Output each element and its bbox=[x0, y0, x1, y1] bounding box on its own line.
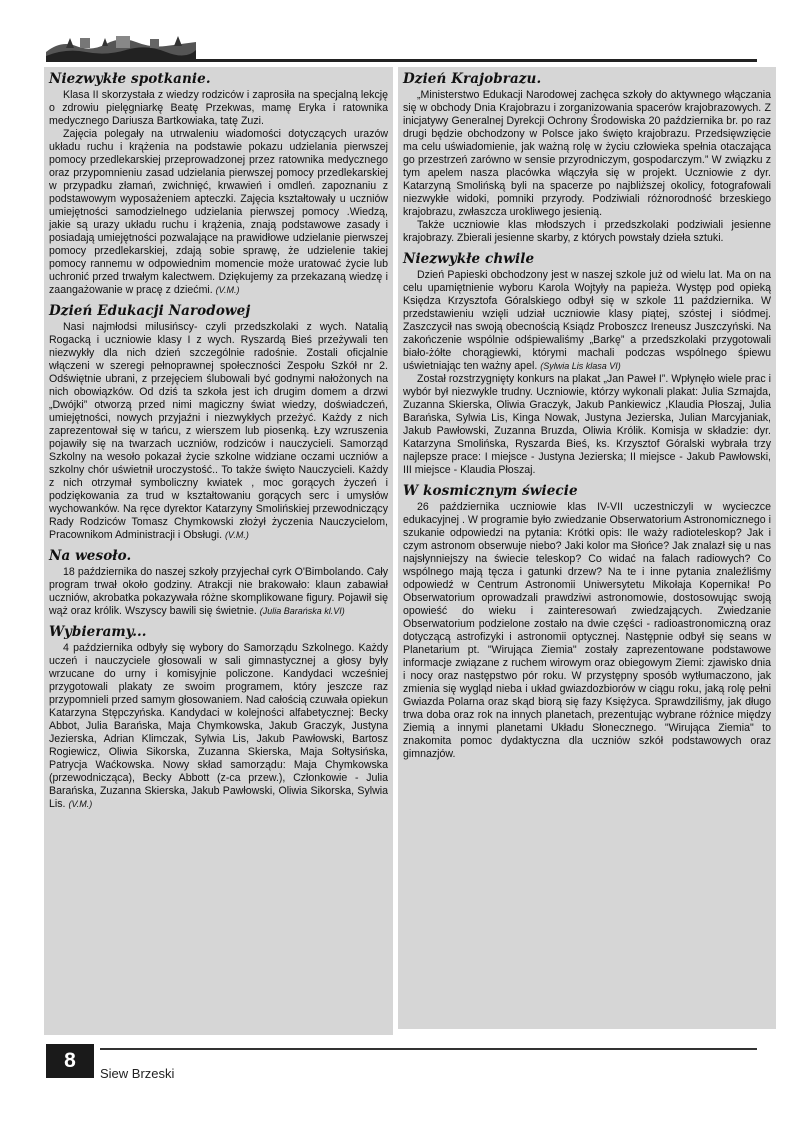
article-paragraph: Dzień Papieski obchodzony jest w naszej szkole już od wielu lat. Ma on na celu upamiętnienie wyboru Karola Wojtyły na papieża. Występ pod opieką Księdza Krzysztofa Góralskiego odbył się w szkole 11 października. W przedstawieniu wzięli udział uczniowie klasy piątej, szóstej i siódmej. Zaszczycił nas swoją obecnością Ksiądz Proboszcz Ireneusz Juszczyński. Na zakończenie wspólnie odśpiewaliśmy „Barkę” a przedszkolaki przygotowali biało-żółte chorągiewki, którymi machali podczas wspólnego śpiewu uświetniając ten ważny apel. (Sylwia Lis klasa VI) bbox=[403, 269, 771, 372]
article-paragraph: 4 października odbyły się wybory do Samorządu Szkolnego. Każdy uczeń i nauczyciele głosowali w sali gimnastycznej a głosy były wrzucane do urny i komisyjnie policzone. Kandydaci wcześniej przygotowali plakaty ze swoim programem, który jeszcze raz przypomnieli przed samym głosowaniem. Nad całością czuwała opiekun Katarzyna Stępczyńska. Kandydaci w kolejności alfabetycznej: Becky Abbot, Julia Barańska, Maja Chymkowska, Jakub Graczyk, Justyna Jezierska, Adrian Klimczak, Sylwia Lis, Jakub Pawłowski, Bartosz Rogiewicz, Oliwia Sikorska, Zuzanna Skierska, Maja Sołtysińska, Patrycja Waćkowska. Nowy skład samorządu: Maja Chymkowska (przewodnicząca), Becky Abbott (z-ca przew.), Członkowie - Julia Barańska, Zuzanna Skierska, Jakub Pawłowski, Oliwia Sikorska, Sylwia Lis. (V.M.) bbox=[49, 642, 388, 810]
article-paragraph: Także uczniowie klas młodszych i przedszkolaki podziwiali jesienne krajobrazy. Zbierali jesienne skarby, z których powstały dzieła sztuki. bbox=[403, 219, 771, 244]
left-column bbox=[44, 67, 393, 1035]
article-niezwykle-chwile bbox=[403, 251, 771, 477]
header-photo-strip bbox=[46, 30, 196, 60]
article-signature: (Sylwia Lis klasa VI) bbox=[540, 361, 621, 371]
article-paragraph: 26 października uczniowie klas IV-VII uczestniczyli w wycieczce edukacyjnej . W programie było zwiedzanie Obserwatorium Astronomicznego i szukanie odpowiedzi na pytania: Krótki opis: Ile waży radioteleskop? Jak i czym astronom obserwuje niebo? Jaki kolor ma Słońce? Jak znalazł się u nas najsłynniejszy na świecie teleskop? Co widać na falach radiowych? Co wspólnego mają tęcza i gatunki drzew? Na te i inne pytania znaleźliśmy odpowiedź w Centrum Astronomii Uniwersytetu Mikołaja Kopernika! Po Obserwatorium oprowadzali prawdziwi astronomowie, dostosowując swoją opowieść do wieku i zainteresowań zwiedzających. Zwiedzanie Obserwatorium podzielone zostało na dwie części - radioastronomiczną oraz dotyczącą astrofizyki i astronomii optycznej. Następnie odbył się seans w Planetarium pt. "Wirująca Ziemia" zostały zaprezentowane podstawowe informacje związane z ruchem wirowym oraz obiegowym Ziemi: zjawisko dnia i nocy oraz następstwo pór roku. W przystępny sposób wytłumaczono, jak zmienia się wygląd nieba i układ gwiazdozbiorów w ciągu roku, jaką rolę pełni Gwiazda Polarna oraz skąd biorą się fazy Księżyca. Sprawdziliśmy, jak długo trwa doba oraz rok na innych planetach, prezentując wybrane różnice między Ziemią a innymi planetami Układu Słonecznego. "Wirująca Ziemia" to znakomita pomoc dydaktyczna dla uczniów szkół podstawowych oraz gimnazjów. bbox=[403, 501, 771, 760]
article-niezwykle-spotkanie bbox=[49, 71, 388, 297]
article-title: Na wesoło. bbox=[49, 548, 132, 564]
right-column bbox=[398, 67, 776, 1029]
article-paragraph: Klasa II skorzystała z wiedzy rodziców i zaprosiła na specjalną lekcję o zdrowiu pielęgniarkę Beatę Przekwas, mamę Eryka i ratownika medycznego Dariusza Bartkowiaka, tatę Zuzi. bbox=[49, 89, 388, 127]
article-title: Niezwykłe chwile bbox=[403, 251, 535, 267]
article-signature: (V.M.) bbox=[68, 799, 93, 809]
article-signature: (Julia Barańska kl.VI) bbox=[259, 606, 345, 616]
article-dzien-edukacji bbox=[49, 303, 388, 542]
article-paragraph: „Ministerstwo Edukacji Narodowej zachęca szkoły do aktywnego włączania się w obchody Dnia Krajobrazu i zorganizowania spacerów krajobrazowych. Z inicjatywy Generalnej Dyrekcji Ochrony Środowiska 20 października br. po raz drugi będzie obchodzony w Polsce jako święto krajobrazu. Przedsięwzięcie ma celu uświadomienie, jak ważną rolę w życiu człowieka spełnia otaczająca go przestrzeń zarówno w sensie przyrodniczym, gospodarczym.” W związku z tym apelem nasza placówka włączyła się w projekt. Uczniowie z dyr. Katarzyną Smolińską byli na spacerze po najbliższej okolicy, fotografowali niezwykłe widoki, pomniki przyrody. Podziwiali różnorodność brzeskiego krajobrazu, zwłaszcza urokliwego jesienią. bbox=[403, 89, 771, 218]
article-title: W kosmicznym świecie bbox=[403, 483, 578, 499]
article-paragraph: Został rozstrzygnięty konkurs na plakat „Jan Paweł I”. Wpłynęło wiele prac i wybór był niezwykle trudny. Uczniowie, którzy wykonali plakat: Julia Szmajda, Zuzanna Skierska, Oliwia Graczyk, Jakub Pankiewicz ,Klaudia Płoszaj, Julia Barańska, Sylwia Lis, Kinga Nowak, Justyna Jezierska, Julian Marcyjaniak, Jakub Pawłowski, Zuzanna Bruzda, Oliwia Królik. Komisja w składzie: dyr. Katarzyna Smolińska, Ryszarda Bieś, ks. Krzysztof Góralski wybrała trzy najlepsze prace: I miejsce - Justyna Jezierska; II miejsce - Jakub Pawłowski, III miejsce - Klaudia Płoszaj. bbox=[403, 373, 771, 476]
article-title: Dzień Edukacji Narodowej bbox=[49, 303, 251, 319]
article-paragraph: 18 października do naszej szkoły przyjechał cyrk O'Bimbolando. Cały program trwał około godziny. Atrakcji nie brakowało: klaun zabawiał uczniów, akrobatka pokazywała różne skomplikowane figury. Pojawił się wąż oraz królik. Wszyscy bawili się świetnie. (Julia Barańska kl.VI) bbox=[49, 566, 388, 617]
footer-rule bbox=[100, 1048, 757, 1050]
article-signature: (V.M.) bbox=[215, 285, 240, 295]
publication-name: Siew Brzeski bbox=[100, 1066, 175, 1081]
article-signature: (V.M.) bbox=[225, 530, 249, 540]
article-title: Niezwykłe spotkanie. bbox=[49, 71, 211, 87]
article-kosmiczny-swiat bbox=[403, 483, 771, 761]
article-paragraph: Zajęcia polegały na utrwaleniu wiadomości dotyczących urazów układu ruchu i krążenia na podstawie pokazu udzielania pierwszej pomocy przedlekarskiej przeprowadzonej przez ratownika medycznego oraz przypomnieniu zasad udzielania pierwszej pomocy przedlekarskiej w przypadku złamań, zwichnięć, krwawień i omdleń. zapoznaniu z podstawowym wyposażeniem apteczki. Zajęcia kształtowały u uczniów umiejętności samodzielnego udzielania pierwszej pomocy .Wiedzą, jakie są urazy układu ruchu i krążenia, znają podstawowe zasady i posiadają umiejętności pozwalające na prawidłowe udzielanie pierwszej pomocy przedlekarskiej, zdają sobie sprawę, że udzielenie takiej pomocy rannemu w odpowiednim momencie może uratować życie lub uchronić przed trwałym kalectwem. Dziękujemy za przekazaną wiedzę i zaangażowanie w pracę z dziećmi. (V.M.) bbox=[49, 128, 388, 296]
article-na-wesolo bbox=[49, 548, 388, 618]
article-paragraph: Nasi najmłodsi milusińscy- czyli przedszkolaki z wych. Natalią Rogacką i uczniowie klasy I z wych. Ryszardą Bieś przeżywali ten niezwykły dla nich dzień szczególnie radośnie. Zostali oficjalnie włączeni w szeregi pełnoprawnej społeczności Zespołu Szkół nr 2. Odświętnie ubrani, z przejęciem ślubowali być godnymi nałożonych na nich obowiązków. Od dziś ta szkoła jest ich drugim domem a drzwi „Dwójki” otworzą przed nimi magiczny świat wiedzy, doświadczeń, umiejętności, nowych przyjaźni i niezwykłych przeżyć. Każdy z nich zaprezentował się w tańcu, z wierszem lub piosenką. Łzy wzruszenia pojawiły się na twarzach uczniów, rodziców i nauczycieli. Samorząd Szkolny na wesoło pokazał życie szkolne widziane oczami uczniów a szkolny chór uświetnił uroczystość.. To także święto Nauczycieli. Każdy z nich otrzymał symboliczny kwiatek , moc gorących życzeń i podziękowania za trud w kształtowaniu gorących serc i umysłów wychowanków. Na ręce dyrektor Katarzyny Smolińskiej przewodniczący Rady Rodziców Tomasz Chymkowski złożył życzenia Nauczycielom, Pracownikom Administracji i Obsługi. (V.M.) bbox=[49, 321, 388, 541]
article-wybieramy bbox=[49, 624, 388, 811]
article-dzien-krajobrazu bbox=[403, 71, 771, 245]
header-rule bbox=[46, 59, 757, 62]
article-title: Dzień Krajobrazu. bbox=[403, 71, 542, 87]
page-number: 8 bbox=[46, 1044, 94, 1078]
article-title: Wybieramy... bbox=[49, 624, 147, 640]
